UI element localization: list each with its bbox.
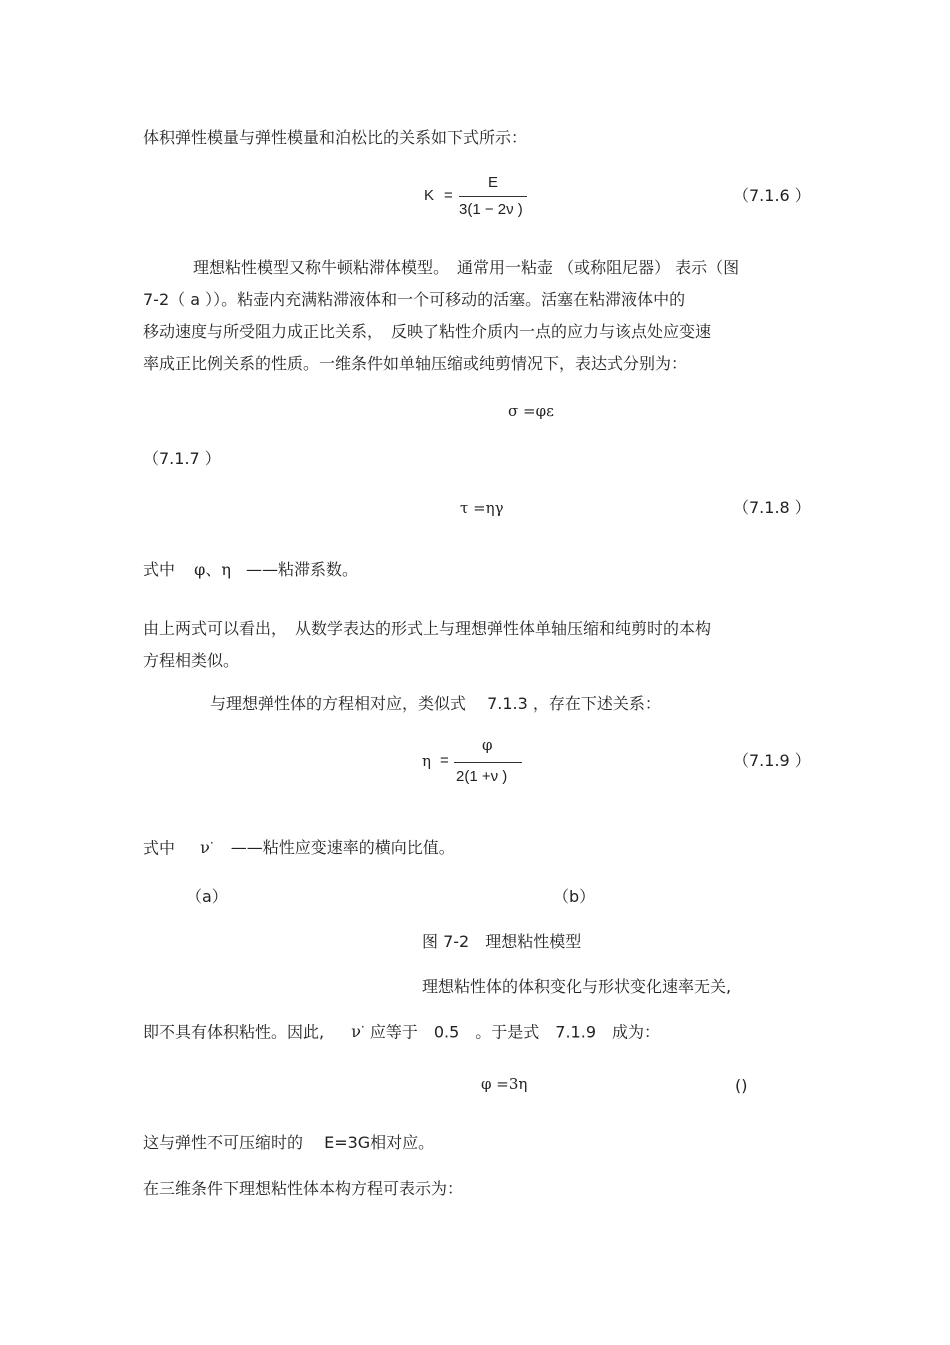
text-line: 即不具有体积粘性。因此, ν· 应等于 0.5 。于是式 7.1.9 成为： (143, 1020, 661, 1042)
eq-body: τ =ηγ (460, 499, 504, 517)
where-symbol: ν (200, 838, 210, 858)
equation-number: () (735, 1076, 748, 1095)
eq-body: σ =φε (508, 402, 554, 420)
eq-numerator: E (488, 174, 499, 191)
text-line: 理想粘性模型又称牛顿粘滞体模型。 通常用一粘壶 （或称阻尼器） 表示（图 (193, 258, 740, 277)
text-segment: 应等于 0.5 。于是式 7.1.9 成为： (369, 1022, 661, 1042)
eq-denominator: 2(1 +ν ) (456, 768, 508, 785)
where-symbols: φ、η (194, 560, 231, 579)
text-segment: 即不具有体积粘性。因此, (143, 1022, 325, 1042)
text-line: 7-2（ a ））。粘壶内充满粘滞液体和一个可移动的活塞。活塞在粘滞液体中的 (143, 290, 686, 309)
eq-body: φ =3η (481, 1075, 528, 1093)
where-definition: ——粘滞系数。 (246, 560, 359, 579)
equation-number: （7.1.7 ） (143, 449, 221, 468)
text-line: 方程相类似。 (143, 651, 240, 670)
equation-number: （7.1.8 ） (733, 498, 811, 517)
equation-number: （7.1.9 ） (733, 751, 811, 770)
where-definition: ——粘性应变速率的横向比值。 (230, 838, 455, 858)
text-line: 理想粘性体的体积变化与形状变化速率无关, (422, 977, 732, 996)
text-line: 率成正比例关系的性质。一维条件如单轴压缩或纯剪情况下，表达式分别为： (143, 354, 688, 373)
eq-lhs: η (422, 752, 431, 770)
where-clause: 式中 ν· ——粘性应变速率的横向比值。 (143, 836, 455, 858)
figure-caption: 图 7-2 理想粘性模型 (422, 932, 582, 951)
where-clause (143, 560, 358, 580)
equation-number: （7.1.6 ） (733, 186, 811, 205)
eq-denominator: 3(1 − 2ν ) (459, 201, 523, 218)
text-line: 移动速度与所受阻力成正比关系， 反映了粘性介质内一点的应力与该点处应变速 (143, 322, 712, 341)
where-prefix: 式中 (143, 838, 176, 858)
inline-symbol: ν (351, 1022, 361, 1042)
eq-numerator: φ (482, 736, 493, 754)
text-line: 这与弹性不可压缩时的 E=3G相对应。 (143, 1133, 435, 1152)
eq-equals: = (444, 187, 453, 204)
fraction-bar (454, 762, 522, 763)
fraction-bar (459, 196, 527, 197)
eq-equals: = (440, 752, 449, 769)
figure-label-b: （b） (553, 887, 596, 906)
text-line: 与理想弹性体的方程相对应，类似式 7.1.3 ，存在下述关系： (210, 694, 661, 713)
text-line: 体积弹性模量与弹性模量和泊松比的关系如下式所示： (143, 128, 528, 147)
eq-lhs: K (424, 187, 435, 204)
where-prefix: 式中 (143, 560, 176, 579)
text-line: 在三维条件下理想粘性体本构方程可表示为： (143, 1179, 464, 1198)
figure-label-a: （a） (186, 887, 228, 906)
text-line: 由上两式可以看出， 从数学表达的形式上与理想弹性体单轴压缩和纯剪时的本构 (143, 619, 712, 638)
